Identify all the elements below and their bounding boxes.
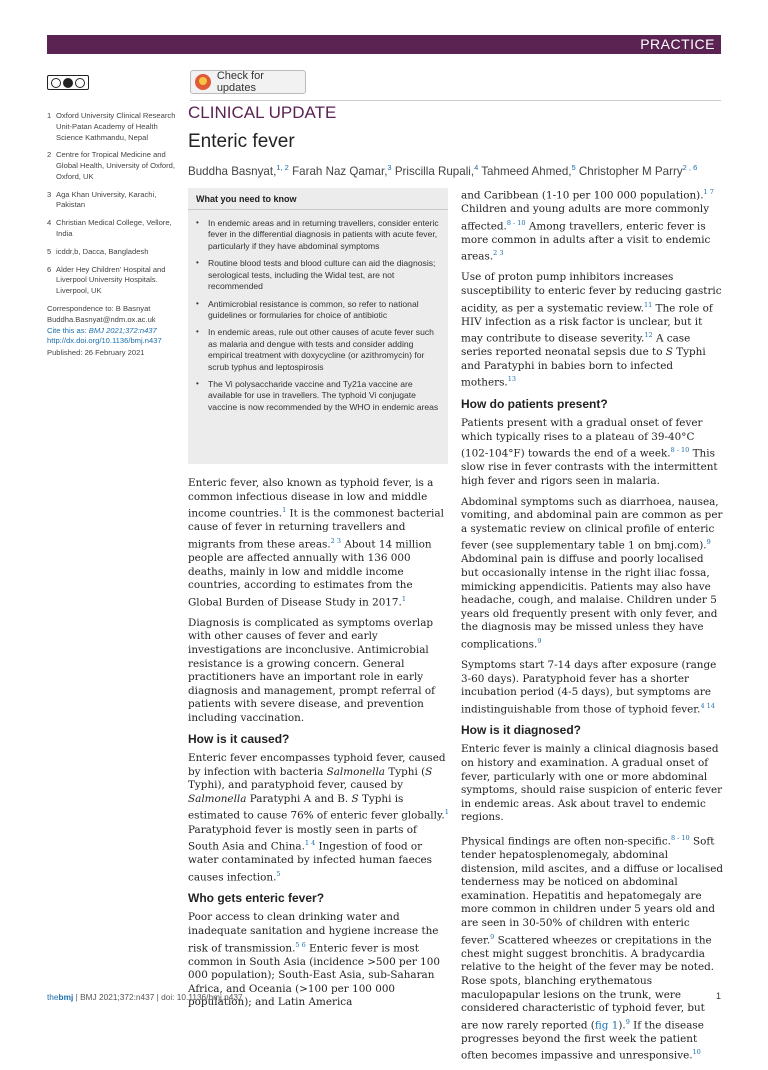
key-point-text: Routine blood tests and blood culture can aid the diagnosis; serological tests, including the Widal test, are not recommended	[208, 258, 436, 292]
affiliation-number: 1	[47, 111, 52, 120]
heading-present: How do patients present?	[461, 396, 608, 411]
author-affiliation-ref[interactable]: 1, 2	[276, 163, 289, 172]
divider	[190, 100, 721, 101]
nc-icon	[75, 78, 85, 88]
affiliation-number: 4	[47, 218, 52, 228]
cc-icon	[51, 78, 61, 88]
ref[interactable]: 1 7	[703, 188, 714, 196]
affiliation	[47, 150, 177, 182]
column-left	[188, 477, 449, 1017]
ref[interactable]: 12	[644, 331, 653, 340]
ref[interactable]: 5	[276, 869, 281, 878]
correspondence: Correspondence to: B Basnyat	[47, 303, 151, 313]
affiliation-number: 5	[47, 246, 52, 256]
affiliation-text: Christian Medical College, Vellore, India	[56, 218, 172, 239]
author: Buddha Basnyat,$^{1, 2}$	[188, 163, 289, 178]
paragraph: Enteric fever, also known as typhoid fever, is a common infectious disease in low and middle income countries.$^1$ It is the commonest bacterial cause of fever in returning travellers and migrants from these areas.$^{2 3}$ About 14 million people are affected annually with 136 000 deaths, mainly in low and middle income countries, according to estimates from the Global Burden of Disease Study in 2017.$^1$	[188, 477, 444, 609]
affiliation-text: Centre for Tropical Medicine and Global Health, University of Oxford, Oxford, UK	[56, 150, 176, 181]
key-point	[196, 218, 440, 252]
author-list	[188, 163, 697, 178]
check-updates-label: Check for updates	[216, 70, 264, 94]
ref[interactable]: 9	[706, 538, 711, 547]
ref[interactable]: 2 3	[330, 536, 342, 545]
ref[interactable]: 10	[692, 1048, 701, 1057]
ref[interactable]: 5 6	[295, 940, 306, 949]
ref[interactable]: 8 - 10	[670, 446, 690, 455]
box-heading: What you need to know	[188, 194, 448, 210]
footer: thebmj | BMJ 2021;372:n437 | doi: 10.1136/bmj.n437	[47, 992, 243, 1002]
published-date: Published: 26 February 2021	[47, 348, 145, 358]
bmj-logo[interactable]: bmj	[58, 992, 74, 1002]
ref[interactable]: 1	[282, 506, 287, 515]
ref[interactable]: 4 14	[700, 701, 715, 710]
key-point-text: The Vi polysaccharide vaccine and Ty21a vaccine are available for use in travellers. The typhoid Vi conjugate vaccine is now recommended by the WHO in endemic areas	[208, 379, 439, 412]
bullet-icon: •	[196, 327, 199, 337]
key-point-text: In endemic areas and in returning travellers, consider enteric fever in the differential diagnosis in patients with acute fever, particularly if they have abdominal symptoms	[208, 218, 439, 251]
section-banner	[47, 35, 721, 54]
key-point	[196, 258, 440, 292]
creative-commons-badge	[47, 75, 89, 90]
ref[interactable]: 9	[625, 1017, 630, 1026]
page-number: 1	[715, 991, 721, 1001]
paragraph: Symptoms start 7-14 days after exposure (range 3-60 days). Paratyphoid fever has a shorter incubation period (4-5 days), but symptoms are indistinguishable from those of typhoid fever.$^{4 14}$	[461, 659, 717, 716]
email[interactable]: Buddha.Basnyat@ndm.ox.ac.uk	[47, 314, 156, 324]
affiliation-number: 6	[47, 264, 52, 274]
check-updates-icon	[195, 74, 211, 90]
figure-link[interactable]: fig 1	[594, 1019, 619, 1032]
author-affiliation-ref[interactable]: 5	[571, 163, 576, 172]
bullet-icon: •	[196, 218, 199, 227]
key-points-box	[188, 188, 448, 464]
author: Farah Naz Qamar,$^3$	[292, 163, 392, 178]
check-updates-button[interactable]	[190, 70, 306, 94]
ref[interactable]: 8 - 10	[506, 218, 526, 227]
affiliation-text: Alder Hey Children' Hospital and Liverpool University Hospitals. Liverpool, UK	[56, 264, 166, 296]
bullet-icon: •	[196, 298, 199, 308]
author-affiliation-ref[interactable]: 3	[387, 163, 392, 172]
affiliation	[47, 218, 177, 240]
ref[interactable]: 1	[401, 594, 406, 603]
ref[interactable]: 9	[537, 636, 542, 645]
ref[interactable]: 1 4	[304, 839, 316, 848]
bullet-icon: •	[196, 258, 199, 268]
key-point	[196, 299, 440, 322]
heading-caused: How is it caused?	[188, 731, 290, 746]
affiliation-text: Aga Khan University, Karachi, Pakistan	[56, 189, 157, 210]
affiliation	[47, 111, 177, 143]
key-point	[196, 327, 440, 373]
heading-diagnosed: How is it diagnosed?	[461, 722, 582, 737]
key-point-text: In endemic areas, rule out other causes of acute fever such as malaria and dengue with tests and consider adding empirical treatment with doxycycline (or azithromycin) for scrub typhus and leptospirosis	[208, 327, 434, 372]
author: Tahmeed Ahmed,$^5$	[481, 163, 576, 178]
bullet-icon: •	[196, 379, 199, 389]
author-affiliation-ref[interactable]: 4	[474, 163, 479, 172]
article-title: Enteric fever	[188, 131, 295, 152]
doi-link[interactable]: http://dx.doi.org/10.1136/bmj.n437	[47, 336, 162, 346]
paragraph: and Caribbean (1-10 per 100 000 population).$^{1 7}$ Children and young adults are more commonly affected.$^{8 - 10}$ Among travellers, enteric fever is more common in adults after a visit to endemic areas.$^{2 3}$	[461, 188, 714, 263]
sidebar	[47, 111, 177, 359]
ref[interactable]: 9	[490, 932, 495, 941]
affiliation	[47, 190, 177, 212]
author: Priscilla Rupali,$^4$	[394, 163, 479, 178]
key-point-text: Antimicrobial resistance is common, so refer to national guidelines or formularies for choice of antibiotic	[208, 298, 419, 320]
author: Christopher M Parry$^{2 , 6}$	[578, 163, 698, 178]
paragraph: Physical findings are often non-specific.$^{8 - 10}$ Soft tender hepatosplenomegaly, abdominal distension, mild ascites, and a diffuse or localised tenderness may be noticed on abdominal examination. Hepatitis and hepatomegaly are more common in children under 5 years old and are seen in 30-50% of children with enteric fever.$^9$ Scattered wheezes or crepitations in the chest might suggest bronchitis. A bradycardia relative to the height of the fever may be noted. Rose spots, blanching erythematous maculopapular lesions on the trunk, were considered characteristic of typhoid fever, but are now rarely reported (fig 1).$^9$ If the disease progresses beyond the first week the patient often becomes impassive and unresponsive.$^{10}$	[461, 834, 723, 1062]
ref[interactable]: 11	[643, 300, 653, 309]
heading-who: Who gets enteric fever?	[188, 890, 325, 905]
ref[interactable]: 8 - 10	[670, 834, 690, 843]
affiliation-text: icddr,b, Dacca, Bangladesh	[56, 246, 149, 256]
affiliation	[47, 247, 177, 258]
ref[interactable]: 1	[444, 808, 449, 817]
key-point	[196, 379, 440, 413]
affiliation-number: 2	[47, 150, 52, 160]
paragraph: Diagnosis is complicated as symptoms overlap with other causes of fever and early investigations are inconclusive. Antimicrobial resistance is a growing concern. General practitioners have an important role in early diagnosis and management, prompt referral of patients with severe disease, and prevention including vaccination.	[188, 616, 435, 724]
column-right	[461, 186, 723, 1070]
section-label: PRACTICE	[640, 36, 715, 52]
ref[interactable]: 13	[507, 375, 517, 384]
affiliation	[47, 265, 177, 297]
author-affiliation-ref[interactable]: 2 , 6	[682, 163, 698, 172]
by-icon	[63, 78, 73, 88]
affiliation-text: Oxford University Clinical Research Unit-Patan Academy of Health Science Kathmandu, Nepal	[56, 111, 176, 142]
article-type: CLINICAL UPDATE	[188, 103, 337, 122]
paragraph: Enteric fever encompasses typhoid fever, caused by infection with bacteria Salmonella Typhi (S Typhi), and paratyphoid fever, caused by Salmonella Paratyphi A and B. S Typhi is estimated to cause 76% of enteric fever globally.$^1$ Paratyphoid fever is mostly seen in parts of South Asia and China.$^{1 4}$ Ingestion of food or water contaminated by infected human faeces causes infection.$^5$	[188, 752, 449, 884]
ref[interactable]: 2 3	[493, 249, 504, 258]
affiliation-number: 3	[47, 189, 52, 199]
paragraph: Patients present with a gradual onset of fever which typically rises to a plateau of 39-40°C (102-104°F) towards the end of a week.$^{8 - 10}$ This slow rise in fever contrasts with the intermittent high fever and rigors seen in malaria.	[461, 417, 718, 487]
paragraph: Poor access to clean drinking water and inadequate sanitation and hygiene increase the risk of transmission.$^{5 6}$ Enteric fever is most common in South Asia (incidence >500 per 100 000 population); South-East Asia, sub-Saharan Africa, and Oceania (>100 per 100 000 population); and Latin America	[188, 911, 440, 1009]
cite-ref: BMJ 2021;372:n437	[88, 325, 157, 335]
paragraph: Abdominal symptoms such as diarrhoea, nausea, vomiting, and abdominal pain are common as per a systematic review on clinical profile of enteric fever (see supplementary table 1 on bmj.com).$^9$ Abdominal pain is diffuse and poorly localised but occasionally intense in the right iliac fossa, mimicking appendicitis. Patients may also have headache, cough, and malaise. Children under 5 years old frequently present with only fever, and the diagnosis may be missed unless they have complications.$^9$	[461, 495, 723, 651]
paragraph: Use of proton pump inhibitors increases susceptibility to enteric fever by reducing gastric acidity, as per a systematic review.$^{11}$ The role of HIV infection as a risk factor is unclear, but it may contribute to disease severity.$^{12}$ A case series reported neonatal sepsis due to S Typhi and Paratyphi in babies born to infected mothers.$^{13}$	[461, 271, 722, 389]
cite-line: Cite this as: BMJ 2021;372:n437	[47, 325, 157, 335]
paragraph: Enteric fever is mainly a clinical diagnosis based on history and examination. A gradual onset of fever, particularly with one or more abdominal symptoms, should raise suspicion of enteric fever in endemic areas. Ask about travel to endemic regions.	[461, 743, 723, 824]
